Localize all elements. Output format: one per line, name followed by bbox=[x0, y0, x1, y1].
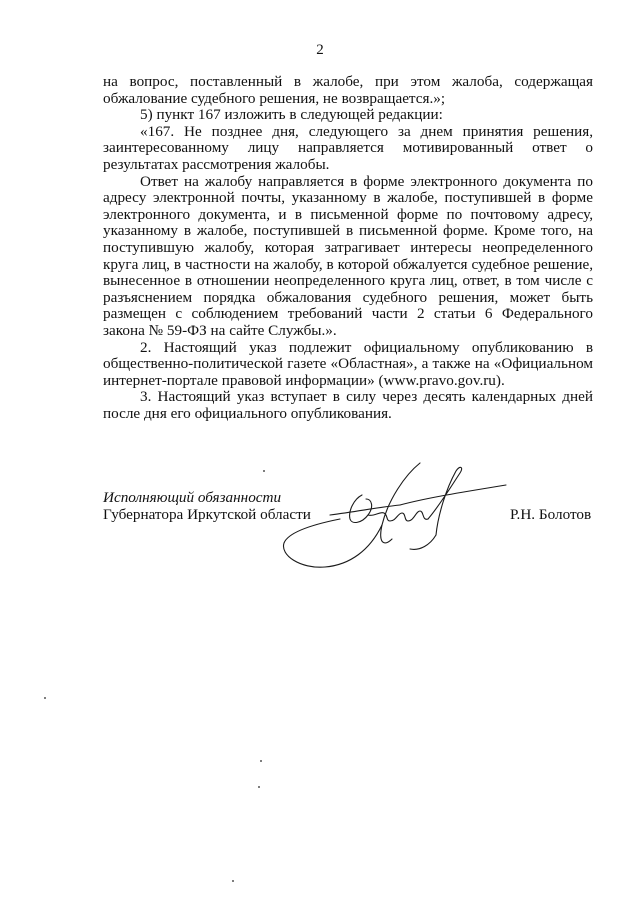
scan-speck bbox=[258, 786, 260, 788]
paragraph-response-form: Ответ на жалобу направляется в форме электронного документа по адресу электронной почты, указанному в жалобе, поступившей в форме электронного документа, и в письменной форме по почтовому адресу, указанному в жалобе, поступившей в письменной форме. Кроме того, на поступившую жалобу, которая затрагивает интересы неопределенного круга лиц, в частности на жалобу, в которой обжалуется судебное решение, вынесенное в отношении неопределенного круга лиц, ответ, в том числе с разъяснением порядка обжалования судебного решения, может быть размещен с соблюдением требований части 2 статьи 6 Федерального закона № 59-ФЗ на сайте Службы.». bbox=[103, 172, 593, 339]
document-body bbox=[103, 74, 593, 422]
paragraph-continuation: на вопрос, поставленный в жалобе, при этом жалоба, содержащая обжалование судебного решения, не возвращается.»; bbox=[103, 73, 593, 107]
scan-speck bbox=[263, 470, 265, 472]
scan-speck bbox=[260, 760, 262, 762]
signatory-name: Р.Н. Болотов bbox=[510, 506, 592, 523]
paragraph-item-5: 5) пункт 167 изложить в следующей редакции: bbox=[140, 106, 443, 124]
scan-speck bbox=[44, 697, 46, 699]
paragraph-effective-date: 3. Настоящий указ вступает в силу через десять календарных дней после дня его официального опубликования. bbox=[103, 388, 593, 422]
page-number: 2 bbox=[316, 42, 324, 58]
signatory-title-line1: Исполняющий обязанности bbox=[103, 489, 282, 506]
signatory-title-line2: Губернатора Иркутской области bbox=[103, 506, 311, 523]
handwritten-signature bbox=[270, 455, 510, 585]
paragraph-publication: 2. Настоящий указ подлежит официальному опубликованию в общественно-политической газете «Областная», а также на «Официальном интернет-портале правовой информации» (www.pravo.gov.ru). bbox=[103, 338, 593, 389]
scan-speck bbox=[232, 880, 234, 882]
paragraph-clause-167: «167. Не позднее дня, следующего за днем принятия решения, заинтересованному лицу направляется мотивированный ответ о результатах рассмотрения жалобы. bbox=[103, 122, 593, 173]
